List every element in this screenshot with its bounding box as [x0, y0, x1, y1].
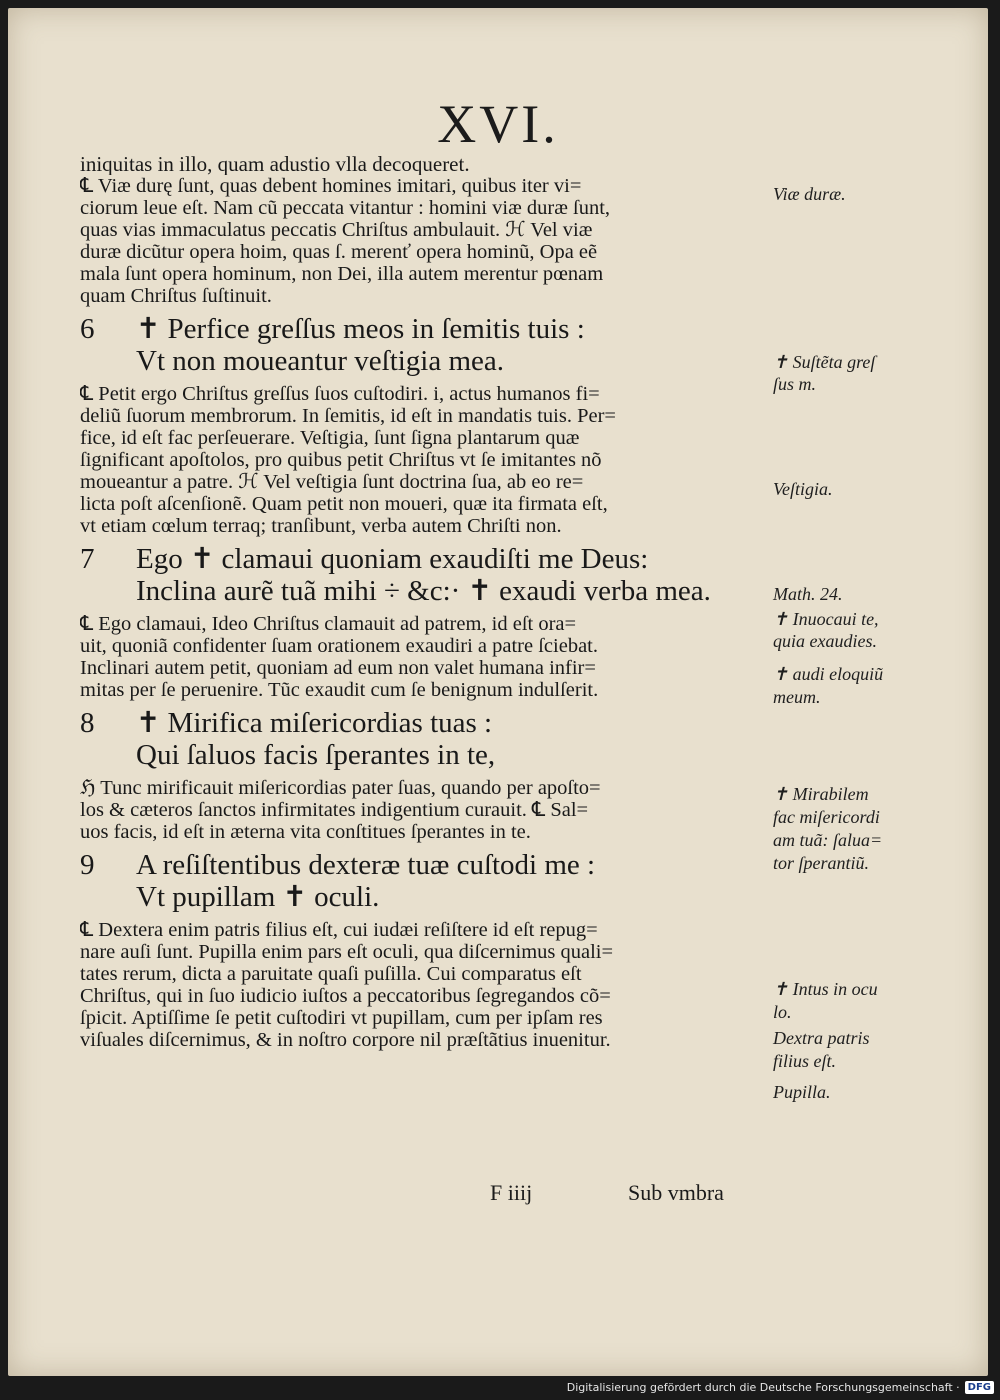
- margin-note: Math. 24.: [773, 584, 843, 604]
- text-line: duræ dicũtur opera hoim, quas ſ. merenť opera hominũ, Opa eẽ: [80, 241, 598, 263]
- text-line: licta poſt aſcenſionẽ. Quam petit non moueri, quæ ita firmata eſt,: [80, 493, 608, 515]
- text-line: quas vias immaculatus peccatis Chriſtus ambulauit. ℋ Vel viæ: [80, 219, 593, 241]
- verse-line: [80, 707, 770, 739]
- text-line: ℄ Petit ergo Chriſtus greſſus ſuos cuſtodiri. i, actus humanos fi=: [80, 383, 600, 405]
- margin-note: Viæ duræ.: [773, 184, 846, 204]
- text-line: ſpicit. Aptiſſime ſe petit cuſtodiri vt pupillam, cum per ipſam res: [80, 1007, 603, 1029]
- margin-note: lo.: [773, 1002, 792, 1022]
- verse-line: [80, 849, 770, 881]
- verse-line: Qui ſaluos facis ſperantes in te,: [136, 739, 496, 771]
- text-line: Inclinari autem petit, quoniam ad eum non valet humana infir=: [80, 657, 596, 679]
- text-line: Chriſtus, qui in ſuo iudicio iuſtos a peccatoribus ſegregandos cõ=: [80, 985, 611, 1007]
- verse-number: 7: [80, 543, 95, 575]
- text-line: iniquitas in illo, quam adustio vlla decoqueret.: [80, 153, 470, 175]
- text-line: uos facis, id eſt in æterna vita conſtitues ſperantes in te.: [80, 821, 531, 843]
- margin-note: Dextra patris: [773, 1028, 870, 1048]
- main-text: [80, 153, 770, 1051]
- verse-line: [80, 313, 770, 345]
- signature-mark: F iiij: [490, 1180, 533, 1205]
- text-line: uit, quoniã confidenter ſuam orationem exaudiri a patre ſciebat.: [80, 635, 598, 657]
- margin-note: ſus m.: [773, 374, 817, 394]
- margin-note: quia exaudies.: [773, 631, 877, 651]
- verse-number: 8: [80, 707, 95, 739]
- text-line: mala ſunt opera hominum, non Dei, illa autem merentur pœnam: [80, 263, 604, 285]
- text-line: fice, id eſt fac perſeuerare. Veſtigia, ſunt ſigna plantarum quæ: [80, 427, 580, 449]
- text-line: nare auſi ſunt. Pupilla enim pars eſt oculi, qua diſcernimus quali=: [80, 941, 614, 963]
- text-line: ciorum leue eſt. Nam cũ peccata vitantur : homini viæ duræ ſunt,: [80, 197, 611, 219]
- verse-text: A reſiſtentibus dexteræ tuæ cuſtodi me :: [136, 849, 596, 881]
- page-title: XVI.: [437, 94, 559, 154]
- margin-note: am tuã: ſalua=: [773, 830, 883, 850]
- book-page: [8, 8, 988, 1376]
- text-line: ſignificant apoſtolos, pro quibus petit Chriſtus vt ſe imitantes nõ: [80, 449, 602, 471]
- text-line: los & cæteros ſanctos infirmitates indigentium curauit. ℄ Sal=: [80, 799, 589, 821]
- verse-line: Vt non moueantur veſtigia mea.: [136, 345, 505, 377]
- text-line: viſuales diſcernimus, & in noſtro corpore nil præſtãtius inuenitur.: [80, 1029, 611, 1051]
- text-line: ℌ Tunc mirificauit miſericordias pater ſuas, quando per apoſto=: [80, 777, 601, 799]
- margin-note: filius eſt.: [773, 1051, 836, 1071]
- dfg-logo-icon: DFG: [965, 1381, 994, 1394]
- margin-note: ✝ audi eloquiũ: [773, 664, 884, 684]
- text-line: deliũ ſuorum membrorum. In ſemitis, id eſt in mandatis tuis. Per=: [80, 405, 616, 427]
- margin-note: fac miſericordi: [773, 807, 880, 827]
- margin-note: ✝ Inuocaui te,: [773, 609, 879, 629]
- margin-note: Pupilla.: [773, 1082, 831, 1102]
- margin-note: Veſtigia.: [773, 479, 833, 499]
- text-line: moueantur a patre. ℋ Vel veſtigia ſunt doctrina ſua, ab eo re=: [80, 471, 584, 493]
- text-line: tates rerum, dicta a paruitate quaſi puſilla. Cui comparatus eſt: [80, 963, 582, 985]
- margin-note: ✝ Mirabilem: [773, 784, 869, 804]
- margin-note: ✝ Intus in ocu: [773, 979, 878, 999]
- text-line: quam Chriſtus ſuſtinuit.: [80, 285, 272, 307]
- footer-text: Digitalisierung gefördert durch die Deutsche Forschungsgemeinschaft ·: [566, 1380, 960, 1394]
- margin-note: ✝ Suſtẽta greſ: [773, 352, 876, 372]
- text-line: ℄ Dextera enim patris filius eſt, cui iudæi reſiſtere id eſt repug=: [80, 919, 598, 941]
- verse-line: [80, 543, 770, 575]
- verse-text: ✝ Perfice greſſus meos in ſemitis tuis :: [136, 313, 585, 345]
- verse-number: 9: [80, 849, 95, 881]
- margin-note: meum.: [773, 687, 821, 707]
- catchword: Sub vmbra: [628, 1180, 724, 1205]
- text-line: ℄ Ego clamaui, Ideo Chriſtus clamauit ad patrem, id eſt ora=: [80, 613, 577, 635]
- text-line: vt etiam cœlum terraq; tranſibunt, verba autem Chriſti non.: [80, 515, 562, 537]
- verse-text: Ego ✝ clamaui quoniam exaudiſti me Deus:: [136, 543, 649, 575]
- margin-note: tor ſperantiũ.: [773, 853, 870, 873]
- verse-line: Inclina aurẽ tuã mihi ÷ &c:· ✝ exaudi verba mea.: [136, 575, 711, 607]
- text-line: mitas per ſe peruenire. Tũc exaudit cum ſe benignum indulſerit.: [80, 679, 599, 701]
- verse-text: ✝ Mirifica miſericordias tuas :: [136, 707, 493, 739]
- verse-line: Vt pupillam ✝ oculi.: [136, 881, 380, 913]
- text-line: ℄ Viæ durę ſunt, quas debent homines imitari, quibus iter vi=: [80, 175, 582, 197]
- footer-credit: [567, 1378, 994, 1396]
- verse-number: 6: [80, 313, 95, 345]
